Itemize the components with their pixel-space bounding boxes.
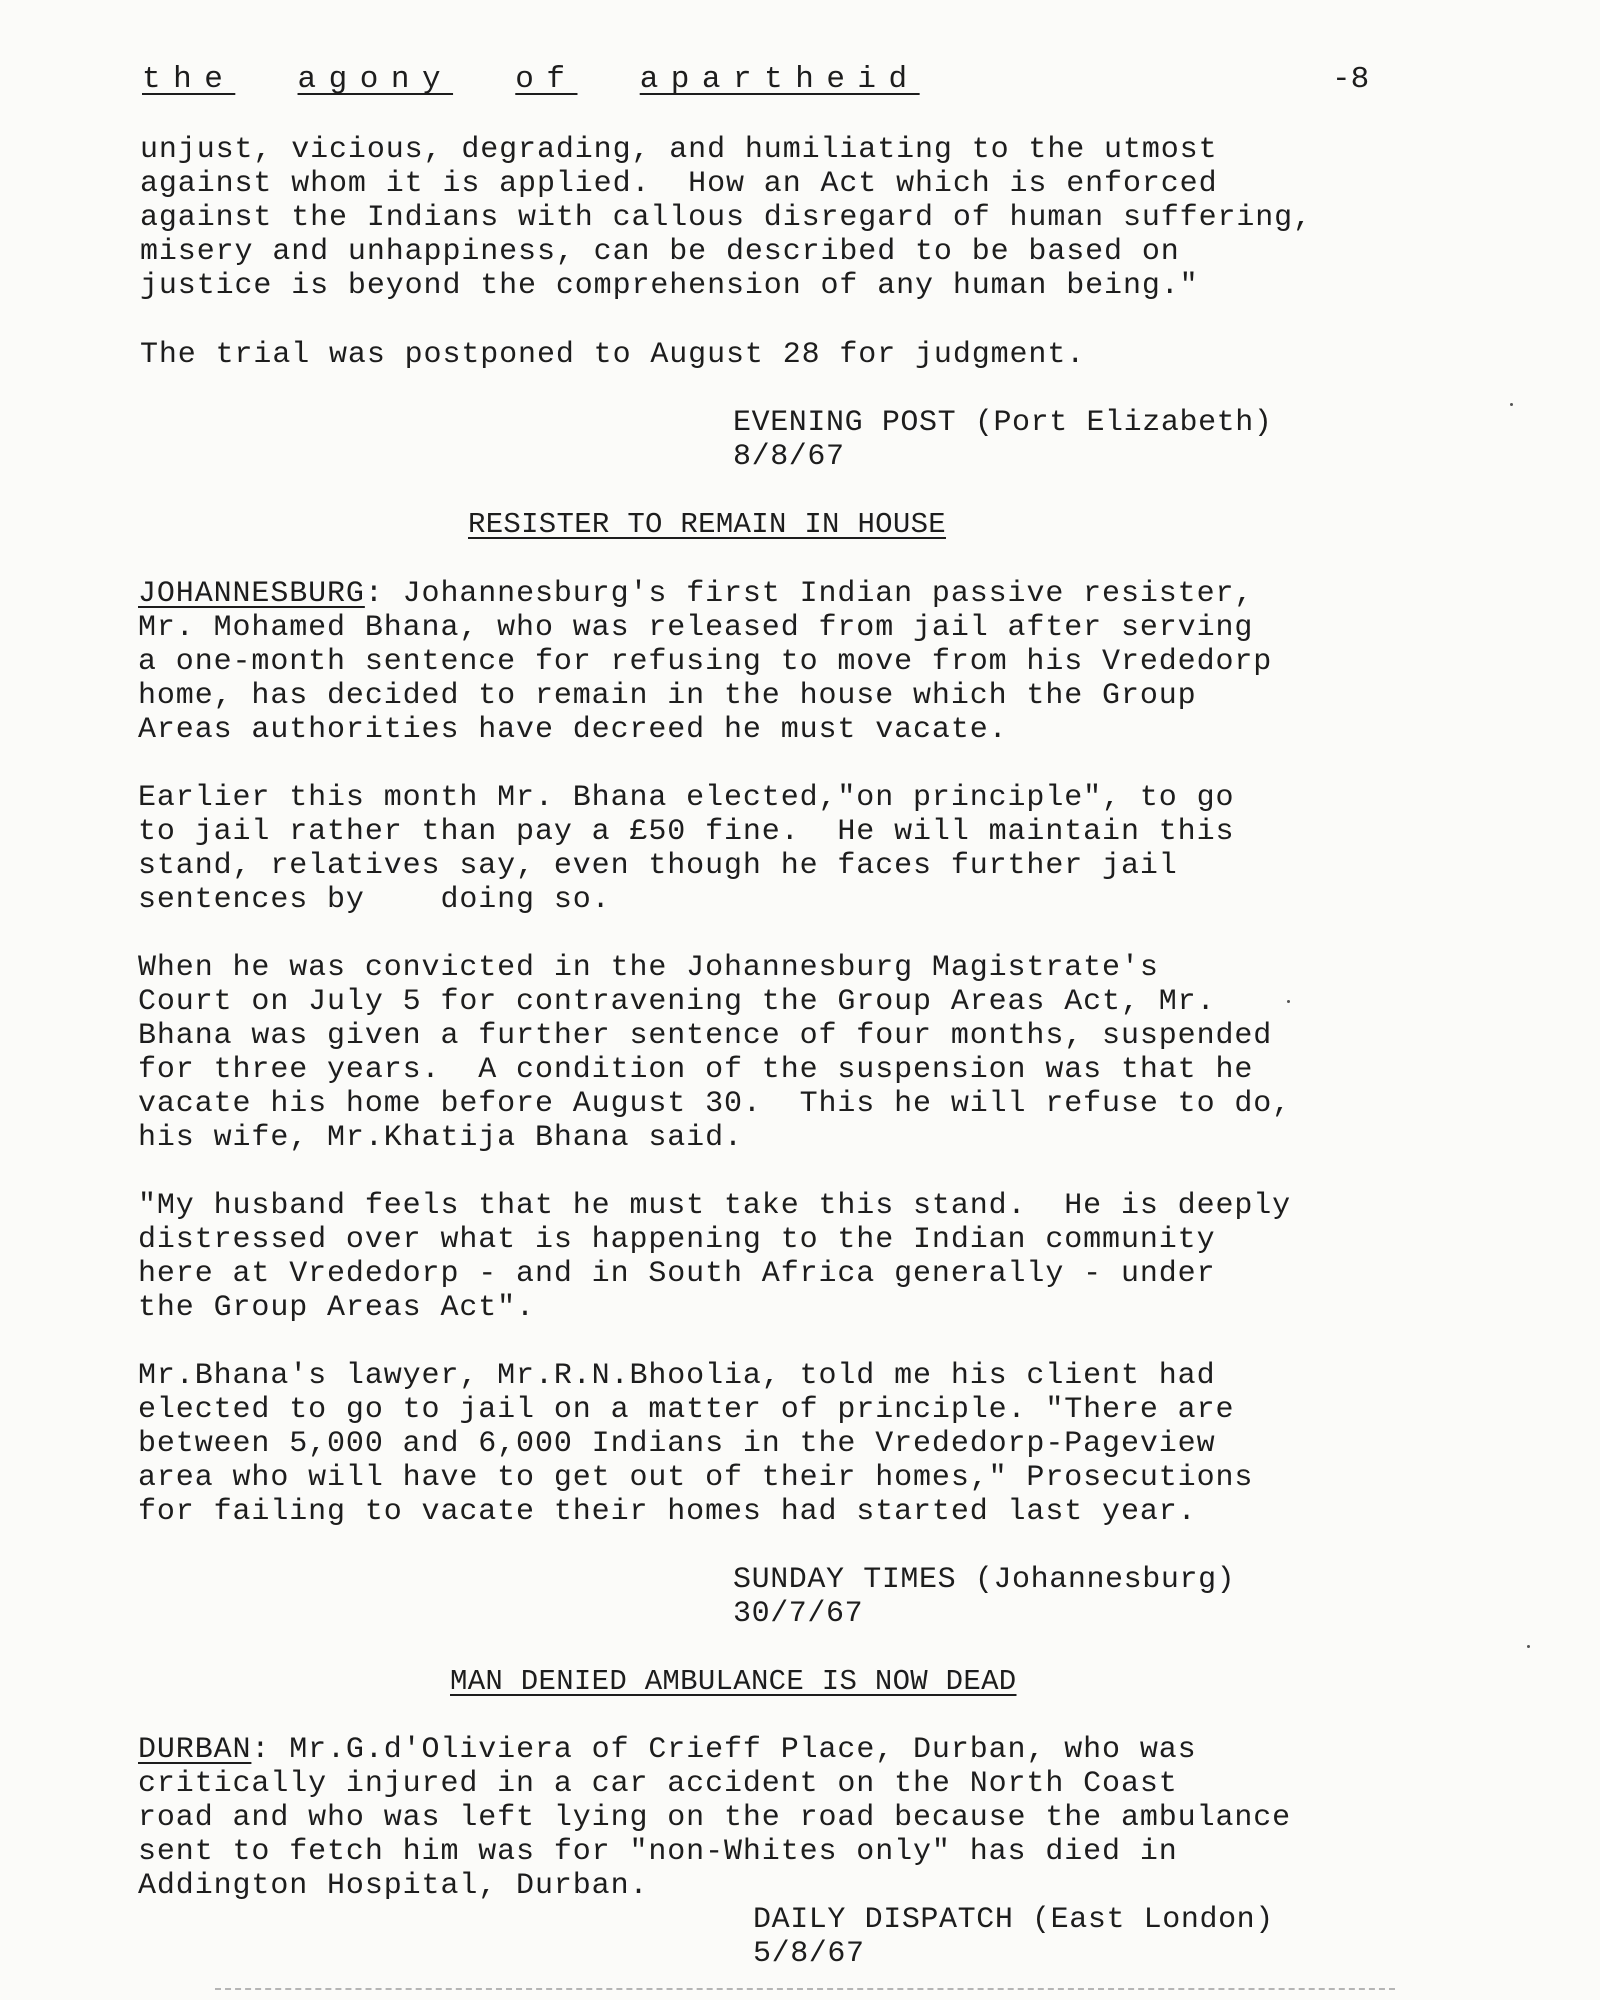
text-line: misery and unhappiness, can be described to be based on — [140, 235, 1180, 269]
source-publication: EVENING POST (Port Elizabeth) — [733, 406, 1273, 440]
text-line: sent to fetch him was for "non-Whites only" has died in — [138, 1835, 1178, 1869]
text-line: unjust, vicious, degrading, and humiliating to the utmost — [140, 133, 1218, 167]
text-line: critically injured in a car accident on the North Coast — [138, 1767, 1178, 1801]
text-line: elected to go to jail on a matter of principle. "There are — [138, 1393, 1235, 1427]
text-fragment: : Johannesburg's first Indian passive resister, — [364, 577, 1254, 611]
text-line: Mr.Bhana's lawyer, Mr.R.N.Bhoolia, told me his client had — [138, 1359, 1216, 1393]
scan-speck — [1510, 403, 1513, 406]
scan-speck — [1527, 1645, 1530, 1648]
text-line: Addington Hospital, Durban. — [138, 1869, 649, 1903]
dateline: JOHANNESBURG — [138, 577, 365, 611]
source-publication: SUNDAY TIMES (Johannesburg) — [733, 1563, 1236, 1597]
source-date: 5/8/67 — [753, 1937, 865, 1971]
text-line: area who will have to get out of their homes," Prosecutions — [138, 1461, 1254, 1495]
source-date: 30/7/67 — [733, 1597, 864, 1631]
source-date: 8/8/67 — [733, 440, 845, 474]
text-line: between 5,000 and 6,000 Indians in the Vrededorp-Pageview — [138, 1427, 1216, 1461]
text-line: "My husband feels that he must take this stand. He is deeply — [138, 1189, 1292, 1223]
text-line: vacate his home before August 30. This he will refuse to do, — [138, 1087, 1292, 1121]
text-line: road and who was left lying on the road because the ambulance — [138, 1801, 1292, 1835]
text-line: the Group Areas Act". — [138, 1291, 535, 1325]
article-headline: MAN DENIED AMBULANCE IS NOW DEAD — [450, 1665, 1017, 1698]
text-line: home, has decided to remain in the house which the Group — [138, 679, 1197, 713]
text-line: for three years. A condition of the suspension was that he — [138, 1053, 1254, 1087]
text-line: distressed over what is happening to the Indian community — [138, 1223, 1216, 1257]
title-word: the — [142, 62, 236, 97]
text-line: against whom it is applied. How an Act which is enforced — [140, 167, 1218, 201]
page-number: -8 — [1332, 62, 1370, 97]
text-fragment: : Mr.G.d'Oliviera of Crieff Place, Durban, who was — [251, 1733, 1197, 1767]
running-title — [142, 62, 920, 97]
text-line: here at Vrededorp - and in South Africa generally - under — [138, 1257, 1216, 1291]
text-line: The trial was postponed to August 28 for judgment. — [140, 338, 1086, 372]
text-line: for failing to vacate their homes had started last year. — [138, 1495, 1197, 1529]
text-line: Earlier this month Mr. Bhana elected,"on principle", to go — [138, 781, 1235, 815]
title-word: agony — [297, 62, 454, 97]
text-line: When he was convicted in the Johannesburg Magistrate's — [138, 951, 1159, 985]
source-publication: DAILY DISPATCH (East London) — [753, 1903, 1274, 1937]
text-line: a one-month sentence for refusing to move from his Vrededorp — [138, 645, 1273, 679]
text-line: Mr. Mohamed Bhana, who was released from jail after serving — [138, 611, 1254, 645]
title-word: of — [515, 62, 578, 97]
text-line: Areas authorities have decreed he must vacate. — [138, 713, 1008, 747]
text-line: justice is beyond the comprehension of any human being." — [140, 269, 1199, 303]
bottom-rule — [215, 1988, 1395, 1990]
text-line: Court on July 5 for contravening the Group Areas Act, Mr. — [138, 985, 1216, 1019]
text-line: Bhana was given a further sentence of four months, suspended — [138, 1019, 1273, 1053]
title-word: apartheid — [639, 62, 920, 97]
text-line: sentences by doing so. — [138, 883, 611, 917]
dateline: DURBAN — [138, 1733, 252, 1767]
text-line: his wife, Mr.Khatija Bhana said. — [138, 1121, 743, 1155]
text-line: to jail rather than pay a £50 fine. He will maintain this — [138, 815, 1235, 849]
scan-speck — [1287, 1000, 1290, 1003]
text-line — [138, 1733, 1197, 1767]
text-line: stand, relatives say, even though he faces further jail — [138, 849, 1178, 883]
text-line — [138, 577, 1253, 611]
text-line: against the Indians with callous disregard of human suffering, — [140, 201, 1312, 235]
article-headline: RESISTER TO REMAIN IN HOUSE — [468, 508, 946, 541]
